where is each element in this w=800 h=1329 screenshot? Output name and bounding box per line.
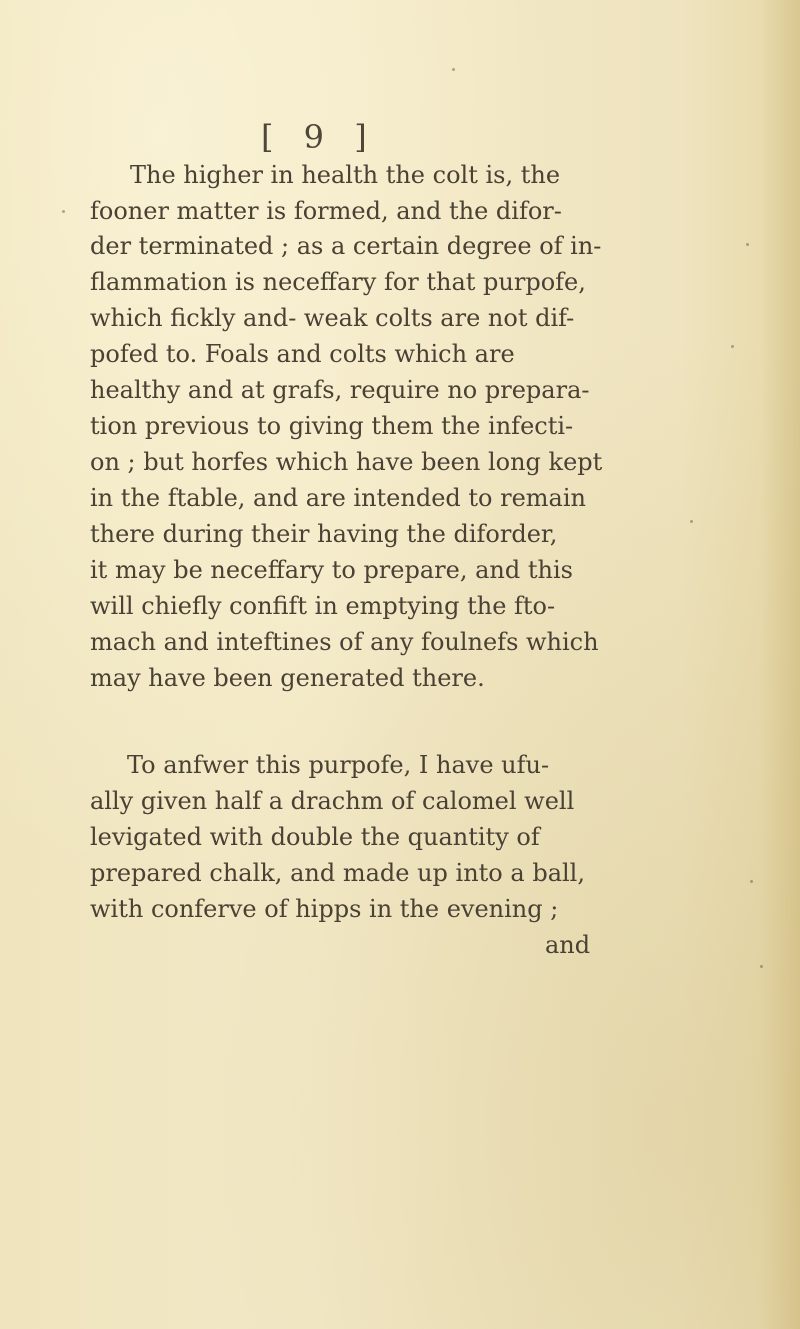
- text-line: To anfwer this purpofe, I have ufu-: [127, 751, 550, 779]
- text-line: The higher in health the colt is, the: [130, 161, 561, 189]
- paper-speck: [62, 210, 65, 213]
- paper-speck: [690, 520, 693, 523]
- page-edge-shadow: [760, 0, 800, 1329]
- text-line: pofed to. Foals and colts which are: [90, 340, 515, 368]
- text-line: there during their having the diforder,: [90, 520, 558, 548]
- text-line: may have been generated there.: [90, 664, 485, 692]
- text-line: tion previous to giving them the infecti-: [90, 412, 574, 440]
- text-line: prepared chalk, and made up into a ball,: [90, 859, 585, 887]
- catchword: and: [545, 931, 591, 959]
- text-line: ally given half a drachm of calomel well: [90, 787, 575, 815]
- paper-speck: [452, 68, 455, 71]
- paper-speck: [750, 880, 753, 883]
- paper-speck: [760, 965, 763, 968]
- text-line: fooner matter is formed, and the difor-: [90, 197, 562, 225]
- text-line: in the ftable, and are intended to remain: [90, 484, 586, 512]
- text-line: on ; but horfes which have been long kept: [90, 448, 603, 476]
- page-number: [ 9 ]: [261, 118, 377, 156]
- text-line: which fickly and- weak colts are not dif-: [90, 304, 575, 332]
- text-line: der terminated ; as a certain degree of in-: [90, 232, 602, 260]
- paper-speck: [746, 243, 749, 246]
- text-line: mach and inteftines of any foulnefs which: [90, 628, 599, 656]
- text-line: levigated with double the quantity of: [90, 823, 540, 851]
- paper-speck: [731, 345, 734, 348]
- text-line: flammation is neceffary for that purpofe,: [90, 268, 586, 296]
- text-line: healthy and at grafs, require no prepara-: [90, 376, 590, 404]
- text-line: with conferve of hipps in the evening ;: [90, 895, 559, 923]
- text-line: will chiefly confift in emptying the fto-: [90, 592, 556, 620]
- text-line: it may be neceffary to prepare, and this: [90, 556, 573, 584]
